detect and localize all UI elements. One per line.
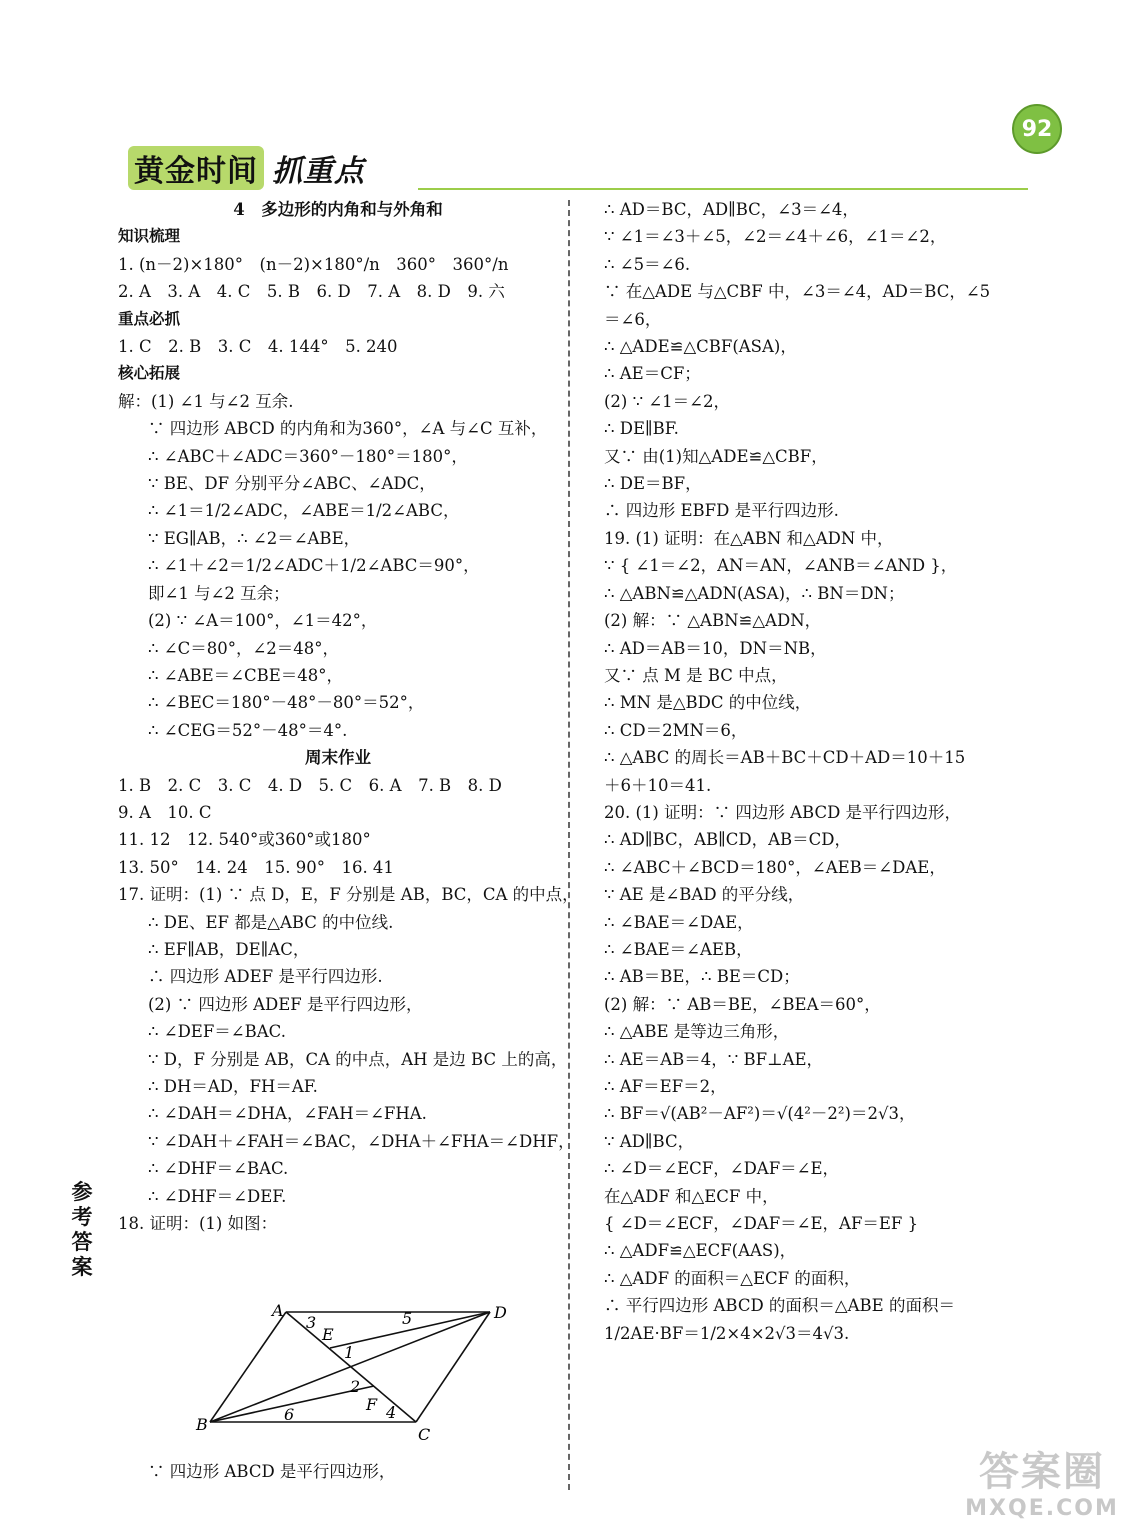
answer-line: { ∠D＝∠ECF，∠DAF＝∠E，AF＝EF } [604,1214,919,1234]
answer-line: ∴ ∠DHF＝∠BAC. [148,1159,289,1179]
answer-line: ∴ 四边形 EBFD 是平行四边形. [604,501,839,521]
answer-line: ＝∠6， [604,309,662,329]
label-c: C [418,1425,431,1444]
edge-dc [416,1312,490,1422]
answer-line: ∵ { ∠1＝∠2，AN＝AN，∠ANB＝∠AND }， [604,556,958,576]
answer-line: ∴ △ABN≌△ADN(ASA)，∴ BN＝DN； [604,583,905,603]
label-d: D [494,1303,507,1322]
label-angle-4: 4 [386,1403,397,1422]
answer-line: 1. (n－2)×180° (n－2)×180°/n 360° 360°/n [118,254,509,274]
answer-line: 周末作业 [305,748,371,768]
answer-line: ∴ DH＝AD，FH＝AF. [148,1077,318,1096]
answer-line: ∴ AD＝AB＝10，DN＝NB， [604,638,827,658]
answer-line: ∴ ∠DEF＝∠BAC. [148,1022,286,1042]
answer-line: ∴ ∠DHF＝∠DEF. [148,1186,287,1206]
answer-line: (2) 解：∵ AB＝BE，∠BEA＝60°， [604,994,881,1014]
brand-logo [118,148,375,188]
answer-line: 知识梳理 [118,227,181,246]
watermark [952,1448,1132,1532]
watermark-url: MXQE.COM [965,1496,1119,1521]
answer-line: ∴ EF∥AB，DE∥AC， [148,939,310,959]
answer-line: (2) 解：∵ △ABN≌△ADN， [604,611,822,631]
left-column [118,196,579,1237]
answer-line: 11. 12 12. 540°或360°或180° [118,830,371,850]
answer-line: (2) ∵ ∠A＝100°，∠1＝42°， [148,611,378,631]
answer-line: ∴ △ADE≌△CBF(ASA)， [604,337,797,357]
answer-line: 18. 证明：(1) 如图： [118,1214,278,1234]
answer-line: 又∵ 点 M 是 BC 中点， [604,665,788,685]
answer-line: ∴ △ADF 的面积＝△ECF 的面积， [604,1268,861,1288]
answer-line: ∴ AD∥BC，AB∥CD，AB＝CD， [604,830,851,850]
answer-line: ∵ ∠DAH＋∠FAH＝∠BAC，∠DHA＋∠FHA＝∠DHF， [148,1131,575,1151]
answer-line: ∴ DE＝BF， [604,474,702,494]
answer-line: 9. A 10. C [118,802,212,822]
answer-line: ∴ ∠ABC＋∠BCD＝180°，∠AEB＝∠DAE， [604,857,946,877]
label-f: F [366,1395,378,1414]
answer-line: 重点必抓 [118,309,181,328]
answer-line: ∴ ∠ABC＋∠ADC＝360°－180°＝180°， [148,446,468,466]
answer-line: ∵ ∠1＝∠3＋∠5，∠2＝∠4＋∠6，∠1＝∠2， [604,227,947,247]
answer-line: ∵ 四边形 ABCD 的内角和为360°，∠A 与∠C 互补， [148,419,548,439]
answer-line: ∴ ∠CEG＝52°－48°＝4°. [148,720,348,740]
answer-line: ∴ AF＝EF＝2， [604,1077,727,1096]
answer-line: ∵ AD∥BC， [604,1131,695,1151]
answer-line: ∵ 在△ADE 与△CBF 中，∠3＝∠4，AD＝BC，∠5 [604,282,991,302]
answer-line: ∴ ∠5＝∠6. [604,254,691,274]
answer-line: ∴ ∠BAE＝∠DAE， [604,912,754,932]
label-angle-3: 3 [306,1313,317,1332]
answer-line: 4 多边形的内角和与外角和 [233,200,443,219]
left-tail-line: ∵ 四边形 ABCD 是平行四边形， [148,1462,396,1481]
answer-line: ∴ CD＝2MN＝6， [604,720,748,740]
figure-lines [210,1312,490,1422]
parallelogram-figure [190,1300,530,1450]
label-angle-1: 1 [344,1343,355,1362]
answer-line: ∴ △ADF≌△ECF(AAS)， [604,1241,797,1261]
header-rule [418,188,1028,190]
answer-line: ∴ ∠BEC＝180°－48°－80°＝52°， [148,693,425,713]
answer-line: 17. 证明：(1) ∵ 点 D，E，F 分别是 AB，BC，CA 的中点， [118,885,579,905]
answer-line: ∵ AE 是∠BAD 的平分线， [604,885,805,905]
column-divider [568,200,570,1490]
answer-line: ∵ EG∥AB，∴ ∠2＝∠ABE， [148,528,361,548]
answer-line: 19. (1) 证明：在△ABN 和△ADN 中， [604,528,894,548]
answer-line: ∴ MN 是△BDC 的中位线， [604,693,812,713]
answer-line: ∴ DE∥BF. [604,419,679,439]
page-header [118,148,1038,192]
answer-line: ∴ AD＝BC，AD∥BC，∠3＝∠4， [604,200,859,219]
label-e: E [322,1325,334,1344]
answer-line: ∵ D，F 分别是 AB，CA 的中点，AH 是边 BC 上的高， [148,1049,568,1069]
label-angle-6: 6 [284,1405,295,1424]
right-column [604,196,1044,1347]
answer-line: 核心拓展 [118,364,181,383]
answer-line: 1. C 2. B 3. C 4. 144° 5. 240 [118,337,398,357]
answer-line: ∴ DE、EF 都是△ABC 的中位线. [148,912,394,932]
answer-line: (2) ∵ ∠1＝∠2， [604,391,731,411]
answer-line: ∴ 平行四边形 ABCD 的面积＝△ABE 的面积＝ [604,1296,955,1316]
answer-line: (2) ∵ 四边形 ADEF 是平行四边形， [148,994,423,1014]
page-number-badge: 92 [1012,104,1062,154]
answer-line: 即∠1 与∠2 互余； [148,583,290,603]
answer-line: ∴ ∠DAH＝∠DHA，∠FAH＝∠FHA. [148,1104,427,1124]
edge-ab [210,1312,286,1422]
answer-line: 1. B 2. C 3. C 4. D 5. C 6. A 7. B 8. D [118,775,502,795]
answer-line: ∴ ∠C＝80°，∠2＝48°， [148,638,340,658]
answer-line: ∴ ∠1＋∠2＝1/2∠ADC＋1/2∠ABC＝90°， [148,556,480,576]
answer-line: ∴ BF＝√(AB²－AF²)＝√(4²－2²)＝2√3， [604,1104,916,1124]
answer-line: ∴ AE＝CF； [604,364,701,384]
answer-section-label: 参考答案 [71,1180,93,1279]
diag-bd [210,1312,490,1422]
answer-line: 在△ADF 和△ECF 中， [604,1186,779,1206]
answer-line: ∴ 四边形 ADEF 是平行四边形. [148,967,383,987]
label-b: B [196,1415,208,1434]
answer-line: ∴ ∠ABE＝∠CBE＝48°， [148,665,344,685]
label-angle-5: 5 [402,1309,413,1328]
answer-line: 20. (1) 证明：∵ 四边形 ABCD 是平行四边形， [604,802,962,822]
watermark-text: 答案圈 [979,1449,1105,1495]
answer-line: ∴ AB＝BE，∴ BE＝CD； [604,967,800,987]
answer-line: ＋6＋10＝41. [604,775,712,795]
answer-line: ∴ ∠BAE＝∠AEB， [604,939,753,959]
answer-line: 1/2AE·BF＝1/2×4×2√3＝4√3. [604,1323,850,1343]
answer-line: ∴ △ABC 的周长＝AB＋BC＋CD＋AD＝10＋15 [604,748,966,768]
answer-line: 又∵ 由(1)知△ADE≌△CBF， [604,446,828,466]
answer-line: 2. A 3. A 4. C 5. B 6. D 7. A 8. D 9. 六 [118,282,505,302]
answer-line: ∴ △ABE 是等边三角形， [604,1022,790,1042]
brand-part1: 黄金时间 [128,146,264,190]
answer-line: ∴ ∠1＝1/2∠ADC，∠ABE＝1/2∠ABC， [148,501,460,521]
label-a: A [272,1301,284,1320]
answer-line: 13. 50° 14. 24 15. 90° 16. 41 [118,857,394,877]
answer-line: ∵ BE、DF 分别平分∠ABC、∠ADC， [148,474,436,494]
label-angle-2: 2 [350,1377,361,1396]
brand-part2: 抓重点 [272,154,365,189]
answer-line: ∴ AE＝AB＝4，∵ BF⊥AE， [604,1049,824,1069]
answer-line: 解：(1) ∠1 与∠2 互余. [118,391,294,411]
answer-line: ∴ ∠D＝∠ECF，∠DAF＝∠E， [604,1159,840,1179]
